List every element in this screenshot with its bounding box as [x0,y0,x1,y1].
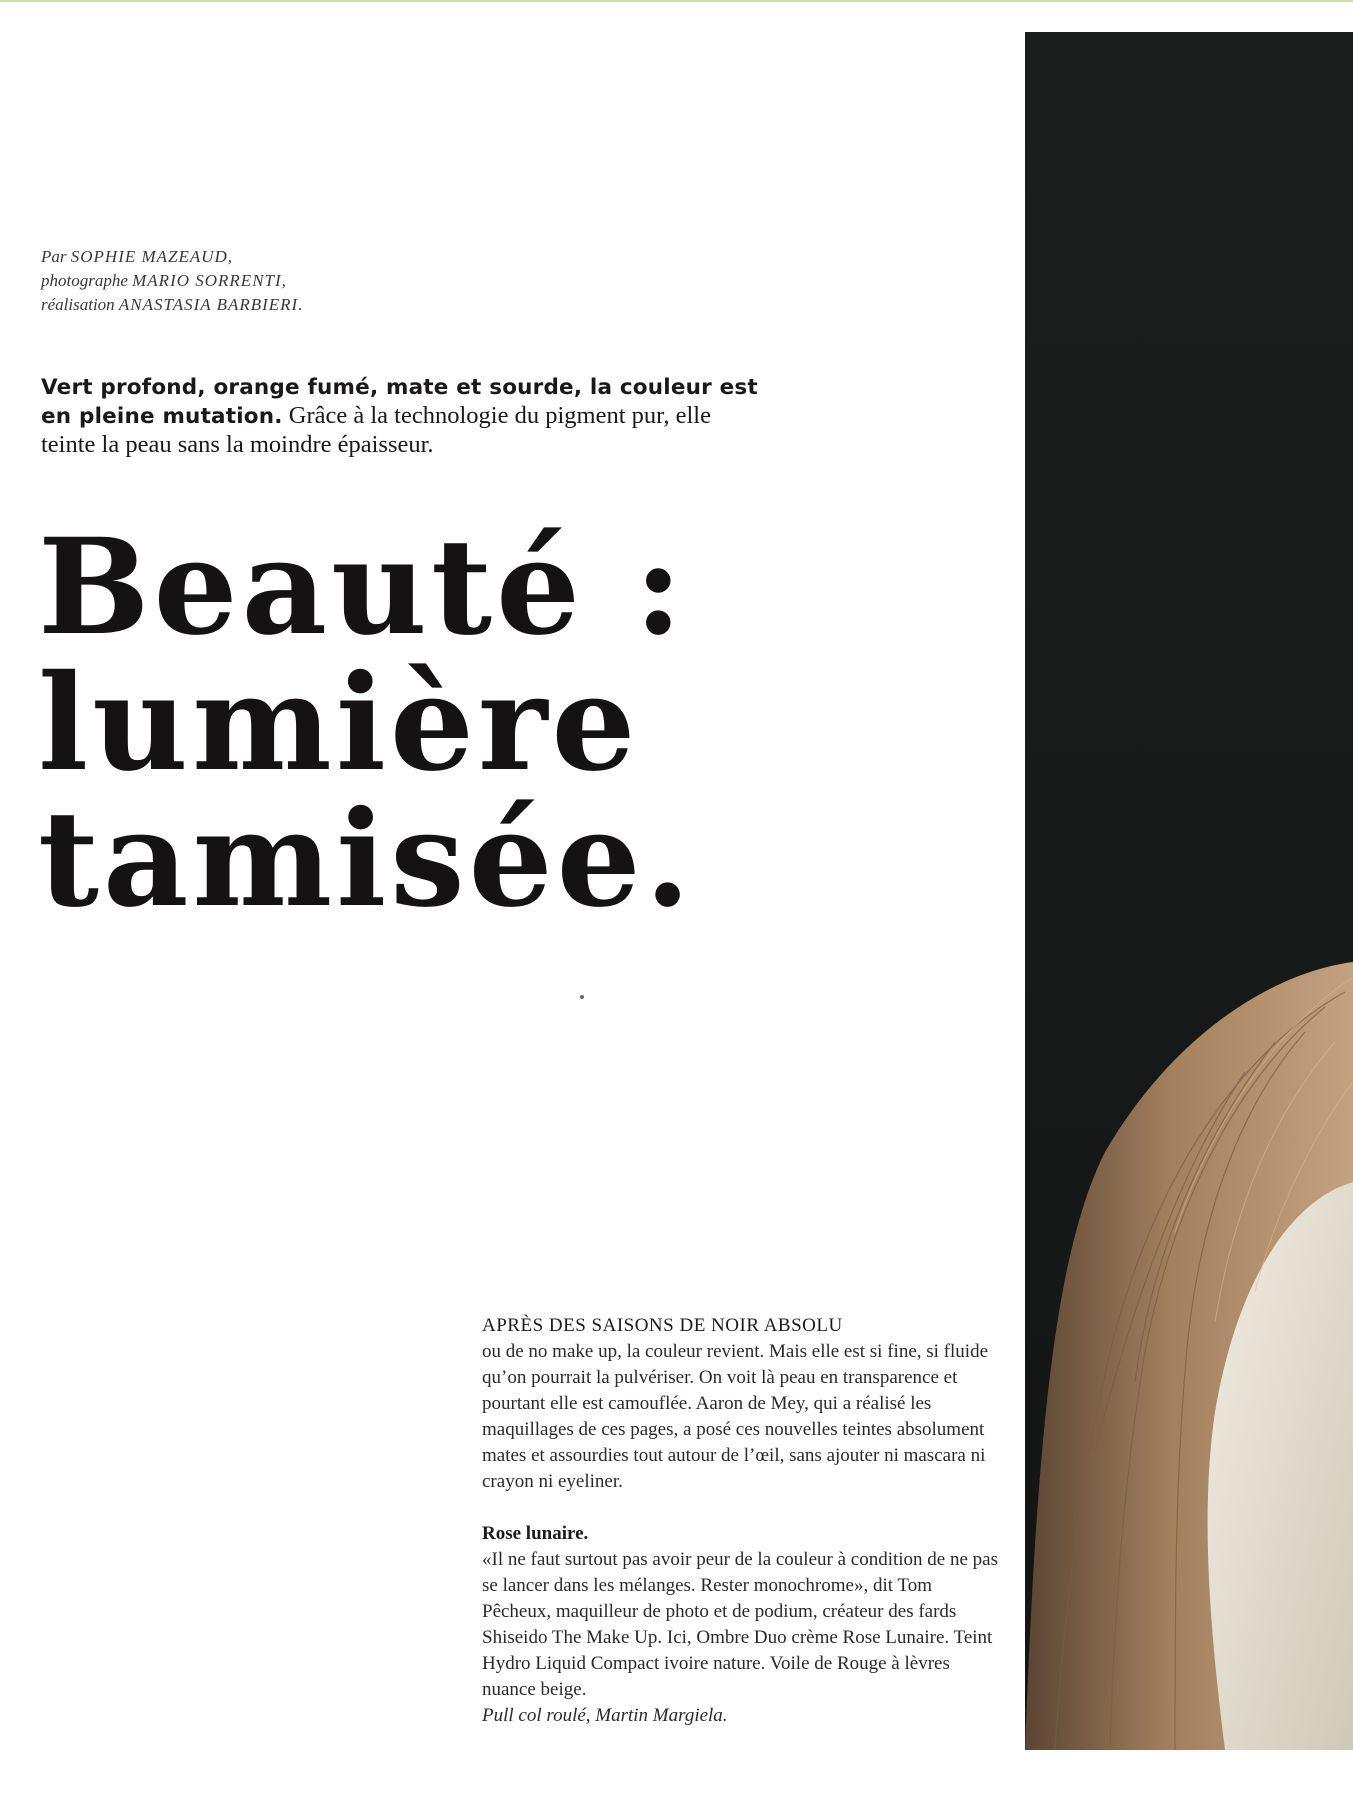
credit-photographer-name: MARIO SORRENTI, [132,271,287,290]
credit-stylist-name: ANASTASIA BARBIERI. [118,295,304,314]
standfirst [41,373,771,459]
credit-photographer-prefix: photographe [41,271,128,290]
credit-author-prefix: Par [41,247,67,266]
credit-stylist-prefix: réalisation [41,295,115,314]
page-top-edge [0,0,1353,2]
article-paragraph-1 [482,1313,1002,1495]
headline [38,510,695,937]
article-paragraph-1-text: ou de no make up, la couleur revient. Mais elle est si fine, si fluide qu’on pourrait la pulvériser. On voit là peau en transparence et pourtant elle est camouflée. Aaron de Mey, qui a réalisé les maquillages de ces pages, a posé ces nouvelles teintes absolument mates et assourdies tout autour de l’œil, sans ajouter ni mascara ni crayon ni eyeliner. [482,1341,988,1492]
article-body [482,1313,1002,1729]
fashion-credit: Pull col roulé, Martin Margiela. [482,1705,728,1726]
credit-author-name: SOPHIE MAZEAUD, [70,247,234,266]
headline-line-2: lumière [38,646,640,801]
ink-speck [580,995,584,999]
credit-photographer [41,269,303,293]
article-paragraph-2: «Il ne faut surtout pas avoir peur de la couleur à condition de ne pas se lancer dans les mélanges. Rester monochrome», dit Tom Pêcheux, maquilleur de photo et de podium, créateur des fards Shiseido The Make Up. Ici, Ombre Duo crème Rose Lunaire. Teint Hydro Liquid Compact ivoire nature. Voile de Rouge à lèvres nuance beige. [482,1549,998,1700]
credit-stylist [41,293,303,317]
credit-author [41,245,303,269]
standfirst-regular: Grâce à la technologie du pigment pur, elle teinte la peau sans la moindre épaisseur. [41,402,711,458]
headline-line-3: tamisée. [38,782,695,937]
article-leadin: APRÈS DES SAISONS DE NOIR ABSOLU [482,1315,843,1336]
model-photo [1025,32,1353,1750]
headline-line-1: Beauté : [38,510,687,665]
article-subhead: Rose lunaire. [482,1523,589,1544]
byline-credits [41,245,303,317]
model-photo-illustration [1025,32,1353,1750]
standfirst-bold: Vert profond, orange fumé, mate et sourde, la couleur est en pleine mutation. [41,375,758,429]
